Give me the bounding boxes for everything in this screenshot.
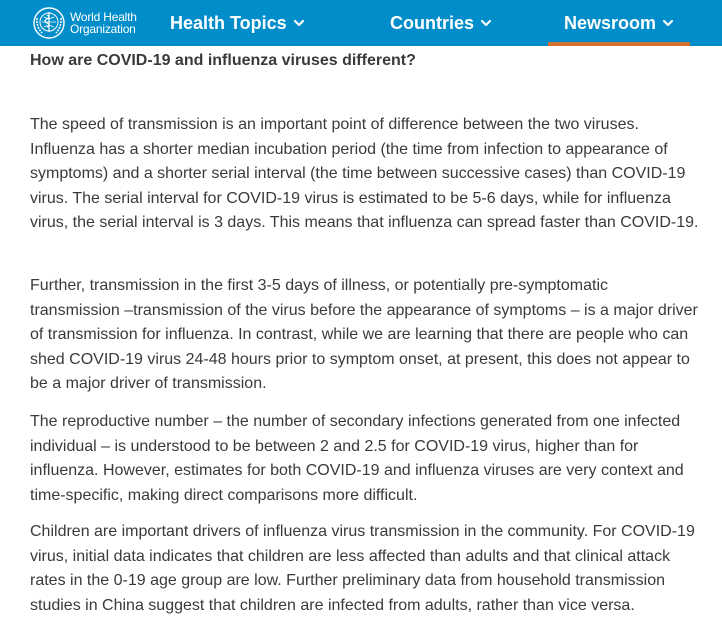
nav-health-topics-label: Health Topics [170,12,287,33]
who-logo[interactable] [32,6,137,40]
who-emblem-icon [32,6,66,40]
chevron-down-icon [662,17,674,29]
top-navigation-bar [0,0,722,46]
nav-health-topics[interactable] [170,0,305,46]
nav-newsroom[interactable] [548,0,690,46]
chevron-down-icon [293,17,305,29]
chevron-down-icon [480,17,492,29]
article-content [30,46,700,614]
logo-text [70,11,137,35]
nav-countries-label: Countries [390,12,475,33]
paragraph-pre-symptomatic: Further, transmission in the first 3-5 days of illness, or potentially pre-symptomatic transmission –transmission of the virus before the appearance of symptoms – is a major driver of transmission for influenza. In contrast, while we are learning that there are people who can shed COVID-19 virus 24-48 hours prior to symptom onset, at present, this does not appear to be a major driver of transmission. [30,277,698,393]
logo-line-1: World Health [70,10,137,24]
article-heading: How are COVID-19 and influenza viruses different? [30,52,416,69]
paragraph-children: Children are important drivers of influenza virus transmission in the community. For COVID-19 virus, initial data indicates that children are less affected than adults and that clinical attack rates in the 0-19 age group are low. Further preliminary data from household transmission studies in China suggest that children are infected from adults, rather than vice versa. [30,523,695,614]
paragraph-reproductive-number: The reproductive number – the number of secondary infections generated from one infected individual – is understood to be between 2 and 2.5 for COVID-19 virus, higher than for influenza. However, estimates for both COVID-19 and influenza viruses are very context and time-specific, making direct comparisons more difficult. [30,413,684,504]
nav-newsroom-label: Newsroom [563,12,657,33]
logo-line-2: Organization [70,22,136,36]
nav-countries[interactable] [390,0,492,46]
paragraph-transmission-speed: The speed of transmission is an important point of difference between the two viruses. Influenza has a shorter median incubation period (the time from infection to appearance of symptoms) and a shorter serial interval (the time between successive cases) than COVID-19 virus. The serial interval for COVID-19 virus is estimated to be 5-6 days, while for influenza virus, the serial interval is 3 days. This means that influenza can spread faster than COVID-19. [30,116,699,232]
